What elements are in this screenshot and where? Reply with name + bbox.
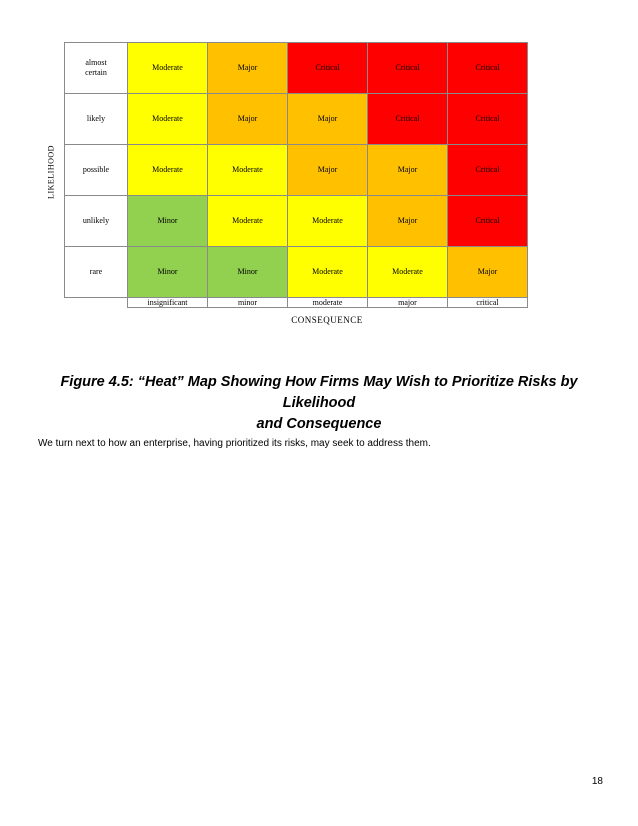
likelihood-row-label: unlikely [65, 196, 128, 247]
risk-heat-map [64, 42, 528, 308]
risk-matrix-body [65, 43, 528, 308]
likelihood-row-label: likely [65, 94, 128, 145]
risk-cell: Moderate [128, 145, 208, 196]
likelihood-row-label: almost certain [65, 43, 128, 94]
body-paragraph: We turn next to how an enterprise, having prioritized its risks, may seek to address them. [38, 438, 431, 449]
risk-cell: Critical [448, 94, 528, 145]
consequence-column-label: minor [208, 298, 288, 308]
risk-cell: Critical [368, 94, 448, 145]
risk-cell: Critical [448, 145, 528, 196]
risk-cell: Major [208, 43, 288, 94]
risk-cell: Critical [448, 43, 528, 94]
risk-cell: Critical [288, 43, 368, 94]
y-axis-label-box [39, 137, 63, 207]
matrix-row [65, 145, 528, 196]
risk-matrix-table [64, 42, 528, 308]
figure-caption-line-2: and Consequence [256, 416, 382, 432]
risk-cell: Minor [128, 247, 208, 298]
risk-cell: Moderate [288, 247, 368, 298]
risk-cell: Critical [368, 43, 448, 94]
figure-caption [30, 372, 608, 435]
matrix-row [65, 196, 528, 247]
matrix-row [65, 43, 528, 94]
likelihood-row-label: possible [65, 145, 128, 196]
risk-cell: Moderate [368, 247, 448, 298]
risk-cell: Major [448, 247, 528, 298]
y-axis-label: LIKELIHOOD [46, 145, 56, 199]
consequence-column-label: critical [448, 298, 528, 308]
risk-cell: Major [368, 145, 448, 196]
consequence-column-label: moderate [288, 298, 368, 308]
risk-cell: Major [288, 145, 368, 196]
risk-cell: Moderate [208, 145, 288, 196]
risk-cell: Major [288, 94, 368, 145]
consequence-header-row [65, 298, 528, 308]
risk-cell: Moderate [208, 196, 288, 247]
risk-cell: Major [208, 94, 288, 145]
page-number: 18 [591, 776, 603, 787]
matrix-row [65, 94, 528, 145]
risk-cell: Minor [208, 247, 288, 298]
x-axis-label: CONSEQUENCE [291, 315, 363, 325]
risk-cell: Moderate [288, 196, 368, 247]
risk-cell: Moderate [128, 94, 208, 145]
consequence-column-label: insignificant [128, 298, 208, 308]
likelihood-row-label: rare [65, 247, 128, 298]
risk-cell: Moderate [128, 43, 208, 94]
risk-cell: Minor [128, 196, 208, 247]
risk-cell: Critical [448, 196, 528, 247]
consequence-column-label: major [368, 298, 448, 308]
figure-caption-line-1: Figure 4.5: “Heat” Map Showing How Firms May Wish to Prioritize Risks by Likelihood [60, 374, 578, 411]
risk-cell: Major [368, 196, 448, 247]
matrix-row [65, 247, 528, 298]
corner-blank [65, 298, 128, 308]
